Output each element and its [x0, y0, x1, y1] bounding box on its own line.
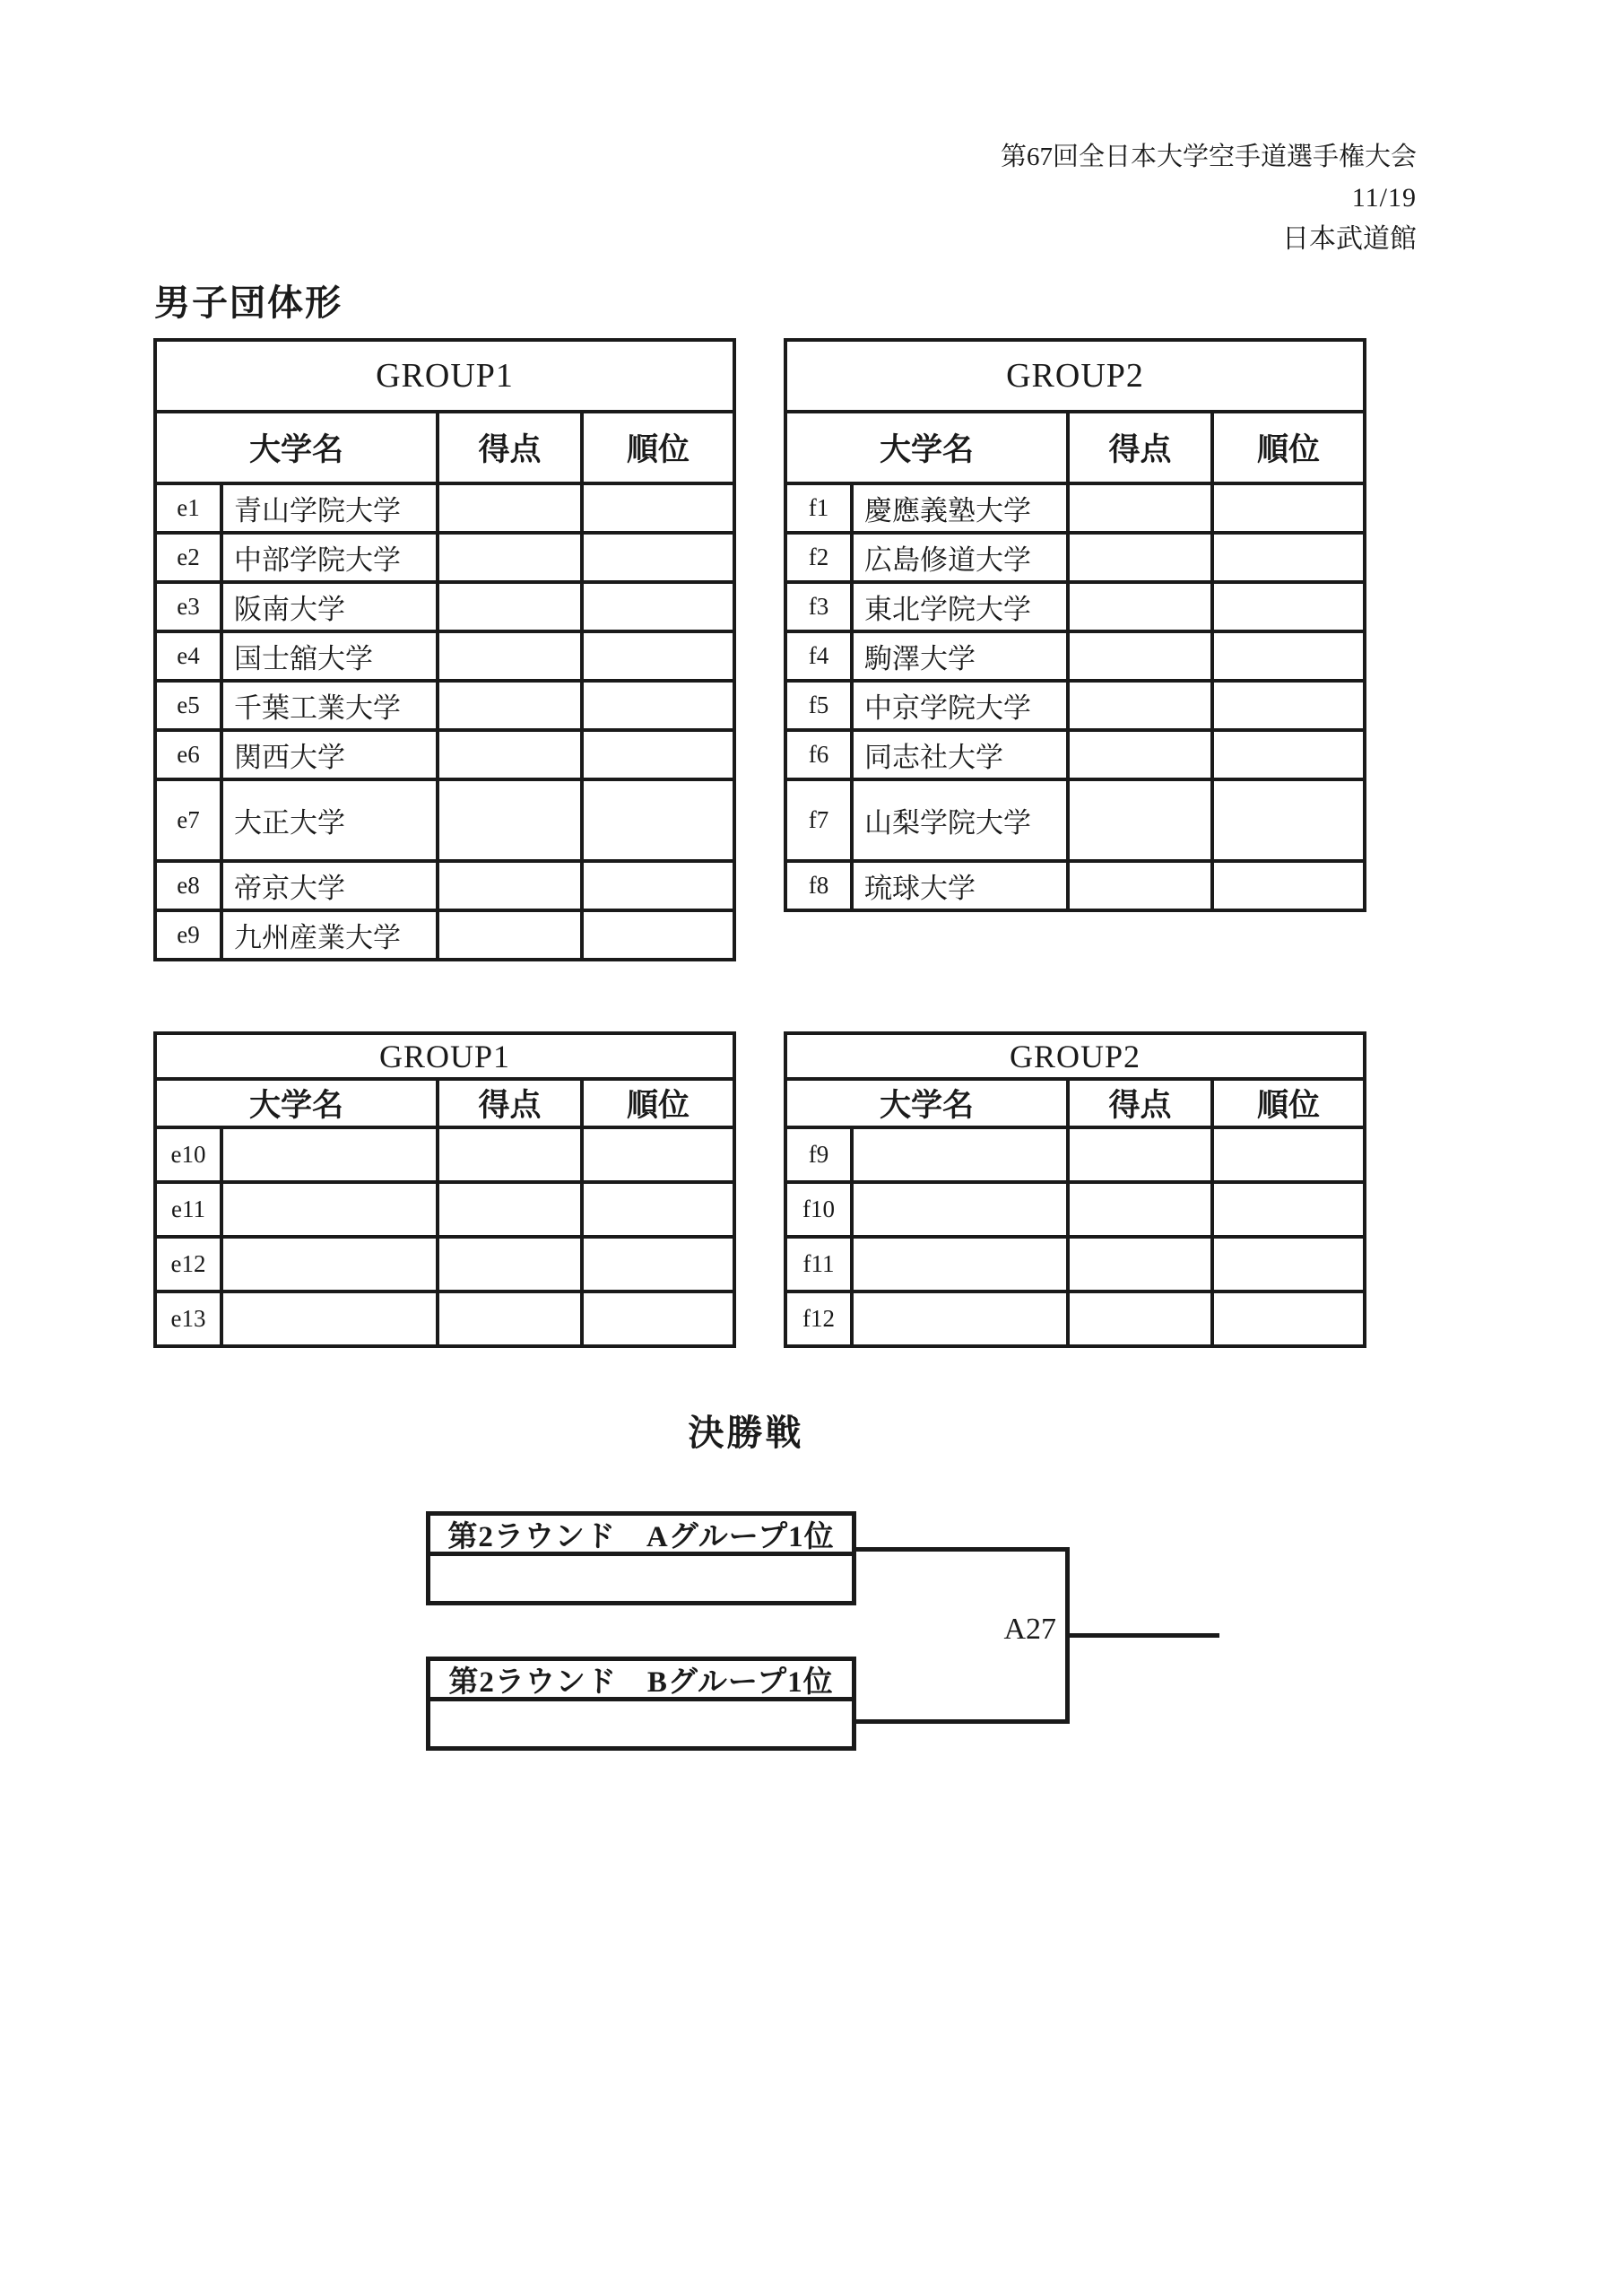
table-row — [785, 533, 1365, 582]
bracket-slot-a — [426, 1511, 856, 1605]
entry-id-cell: e2 — [155, 533, 221, 582]
university-name-cell — [221, 1127, 438, 1182]
rank-cell — [582, 631, 734, 681]
entry-id-cell: f7 — [785, 779, 852, 861]
university-name-cell — [852, 1182, 1068, 1237]
table-row — [155, 631, 734, 681]
document-header — [1001, 136, 1417, 260]
group-header-row — [155, 1033, 734, 1079]
column-header-score: 得点 — [1068, 1079, 1212, 1127]
entry-id-cell: e9 — [155, 910, 221, 960]
table-row — [155, 1182, 734, 1237]
entry-id-cell: e5 — [155, 681, 221, 730]
rank-cell — [582, 730, 734, 779]
university-name-cell — [221, 1237, 438, 1292]
entry-id-cell: f10 — [785, 1182, 852, 1237]
entry-id-cell: f4 — [785, 631, 852, 681]
bracket-slot-b-label: 第2ラウンド Bグループ1位 — [430, 1661, 852, 1701]
table-row — [155, 483, 734, 533]
entry-id-cell: f5 — [785, 681, 852, 730]
bracket-slot-a-empty-cell — [430, 1556, 852, 1605]
table-row — [155, 533, 734, 582]
table-row — [785, 1182, 1365, 1237]
table-row — [785, 779, 1365, 861]
column-header-score: 得点 — [1068, 412, 1212, 483]
group-header-row — [785, 340, 1365, 412]
university-name-cell: 関西大学 — [221, 730, 438, 779]
entry-id-cell: f3 — [785, 582, 852, 631]
group-name: GROUP1 — [155, 1033, 734, 1079]
university-name-cell: 東北学院大学 — [852, 582, 1068, 631]
entry-id-cell: e6 — [155, 730, 221, 779]
table-group1-round2 — [153, 1031, 736, 1348]
column-header-university: 大学名 — [155, 1079, 438, 1127]
group-header-row — [785, 1033, 1365, 1079]
rank-cell — [1212, 631, 1365, 681]
score-cell — [438, 483, 582, 533]
university-name-cell: 阪南大学 — [221, 582, 438, 631]
rank-cell — [582, 1292, 734, 1346]
column-header-rank: 順位 — [582, 1079, 734, 1127]
score-cell — [438, 779, 582, 861]
table-row — [785, 631, 1365, 681]
entry-id-cell: e1 — [155, 483, 221, 533]
rank-cell — [1212, 582, 1365, 631]
column-header-row — [155, 1079, 734, 1127]
score-cell — [1068, 631, 1212, 681]
rank-cell — [1212, 1237, 1365, 1292]
university-name-cell — [852, 1127, 1068, 1182]
table-row — [785, 1292, 1365, 1346]
rank-cell — [1212, 779, 1365, 861]
entry-id-cell: e12 — [155, 1237, 221, 1292]
bracket-connector-bottom — [852, 1719, 1070, 1724]
entry-id-cell: f8 — [785, 861, 852, 910]
university-name-cell: 大正大学 — [221, 779, 438, 861]
bracket-slot-a-label: 第2ラウンド Aグループ1位 — [430, 1516, 852, 1556]
table-row — [785, 861, 1365, 910]
score-cell — [1068, 1237, 1212, 1292]
column-header-row — [785, 412, 1365, 483]
entry-id-cell: f11 — [785, 1237, 852, 1292]
university-name-cell: 駒澤大学 — [852, 631, 1068, 681]
score-cell — [1068, 582, 1212, 631]
entry-id-cell: f2 — [785, 533, 852, 582]
university-name-cell: 同志社大学 — [852, 730, 1068, 779]
university-name-cell: 山梨学院大学 — [852, 779, 1068, 861]
final-section-title: 決勝戦 — [688, 1413, 804, 1453]
score-cell — [1068, 779, 1212, 861]
entry-id-cell: e10 — [155, 1127, 221, 1182]
university-name-cell — [221, 1292, 438, 1346]
column-header-row — [785, 1079, 1365, 1127]
table-row — [785, 582, 1365, 631]
university-name-cell: 広島修道大学 — [852, 533, 1068, 582]
score-cell — [1068, 1127, 1212, 1182]
group-name: GROUP2 — [785, 1033, 1365, 1079]
rank-cell — [1212, 861, 1365, 910]
score-cell — [1068, 1292, 1212, 1346]
rank-cell — [582, 483, 734, 533]
group-header-row — [155, 340, 734, 412]
group-name: GROUP2 — [785, 340, 1365, 412]
table-row — [155, 730, 734, 779]
score-cell — [1068, 681, 1212, 730]
table-group2-round1 — [784, 338, 1366, 912]
rank-cell — [582, 681, 734, 730]
university-name-cell: 国士舘大学 — [221, 631, 438, 681]
entry-id-cell: f6 — [785, 730, 852, 779]
rank-cell — [1212, 1127, 1365, 1182]
column-header-university: 大学名 — [785, 1079, 1068, 1127]
score-cell — [1068, 1182, 1212, 1237]
score-cell — [438, 533, 582, 582]
table-row — [155, 910, 734, 960]
university-name-cell: 中京学院大学 — [852, 681, 1068, 730]
table-row — [155, 779, 734, 861]
bracket-connector-top — [852, 1547, 1070, 1552]
score-cell — [438, 631, 582, 681]
column-header-university: 大学名 — [785, 412, 1068, 483]
rank-cell — [582, 779, 734, 861]
table-row — [155, 1237, 734, 1292]
table-group1-round1 — [153, 338, 736, 961]
score-cell — [438, 861, 582, 910]
event-date: 11/19 — [1351, 183, 1417, 213]
entry-id-cell: f1 — [785, 483, 852, 533]
rank-cell — [582, 1237, 734, 1292]
score-cell — [438, 1292, 582, 1346]
score-cell — [438, 1237, 582, 1292]
rank-cell — [1212, 533, 1365, 582]
university-name-cell: 千葉工業大学 — [221, 681, 438, 730]
table-row — [155, 1292, 734, 1346]
rank-cell — [1212, 1182, 1365, 1237]
bracket-winner-line — [1065, 1633, 1219, 1638]
table-row — [155, 582, 734, 631]
column-header-score: 得点 — [438, 412, 582, 483]
section-title: 男子団体形 — [154, 283, 343, 323]
rank-cell — [582, 1182, 734, 1237]
event-title: 第67回全日本大学空手道選手権大会 — [1000, 143, 1417, 171]
entry-id-cell: e3 — [155, 582, 221, 631]
score-cell — [1068, 483, 1212, 533]
table-row — [785, 483, 1365, 533]
entry-id-cell: e8 — [155, 861, 221, 910]
rank-cell — [1212, 1292, 1365, 1346]
entry-id-cell: e7 — [155, 779, 221, 861]
score-cell — [438, 1182, 582, 1237]
table-row — [155, 1127, 734, 1182]
column-header-rank: 順位 — [1212, 412, 1365, 483]
column-header-rank: 順位 — [582, 412, 734, 483]
column-header-university: 大学名 — [155, 412, 438, 483]
column-header-row — [155, 412, 734, 483]
table-row — [155, 861, 734, 910]
score-cell — [438, 681, 582, 730]
score-cell — [438, 582, 582, 631]
table-row — [785, 1237, 1365, 1292]
university-name-cell: 帝京大学 — [221, 861, 438, 910]
score-cell — [438, 1127, 582, 1182]
table-row — [155, 681, 734, 730]
bracket-slot-b-empty-cell — [430, 1701, 852, 1751]
entry-id-cell: f12 — [785, 1292, 852, 1346]
university-name-cell: 慶應義塾大学 — [852, 483, 1068, 533]
university-name-cell: 中部学院大学 — [221, 533, 438, 582]
score-cell — [438, 910, 582, 960]
bracket-slot-b — [426, 1657, 856, 1751]
rank-cell — [582, 910, 734, 960]
table-row — [785, 681, 1365, 730]
match-a27-label: A27 — [1003, 1613, 1056, 1646]
entry-id-cell: e13 — [155, 1292, 221, 1346]
table-group2-round2 — [784, 1031, 1366, 1348]
rank-cell — [582, 533, 734, 582]
venue-label: 日本武道館 — [1282, 224, 1417, 254]
column-header-score: 得点 — [438, 1079, 582, 1127]
university-name-cell: 青山学院大学 — [221, 483, 438, 533]
score-cell — [1068, 861, 1212, 910]
university-name-cell: 琉球大学 — [852, 861, 1068, 910]
entry-id-cell: f9 — [785, 1127, 852, 1182]
rank-cell — [582, 861, 734, 910]
group-name: GROUP1 — [155, 340, 734, 412]
university-name-cell — [852, 1237, 1068, 1292]
rank-cell — [1212, 681, 1365, 730]
table-row — [785, 730, 1365, 779]
table-row — [785, 1127, 1365, 1182]
university-name-cell — [221, 1182, 438, 1237]
score-cell — [438, 730, 582, 779]
rank-cell — [1212, 483, 1365, 533]
rank-cell — [1212, 730, 1365, 779]
university-name-cell — [852, 1292, 1068, 1346]
entry-id-cell: e4 — [155, 631, 221, 681]
university-name-cell: 九州産業大学 — [221, 910, 438, 960]
score-cell — [1068, 533, 1212, 582]
score-cell — [1068, 730, 1212, 779]
rank-cell — [582, 582, 734, 631]
rank-cell — [582, 1127, 734, 1182]
entry-id-cell: e11 — [155, 1182, 221, 1237]
column-header-rank: 順位 — [1212, 1079, 1365, 1127]
